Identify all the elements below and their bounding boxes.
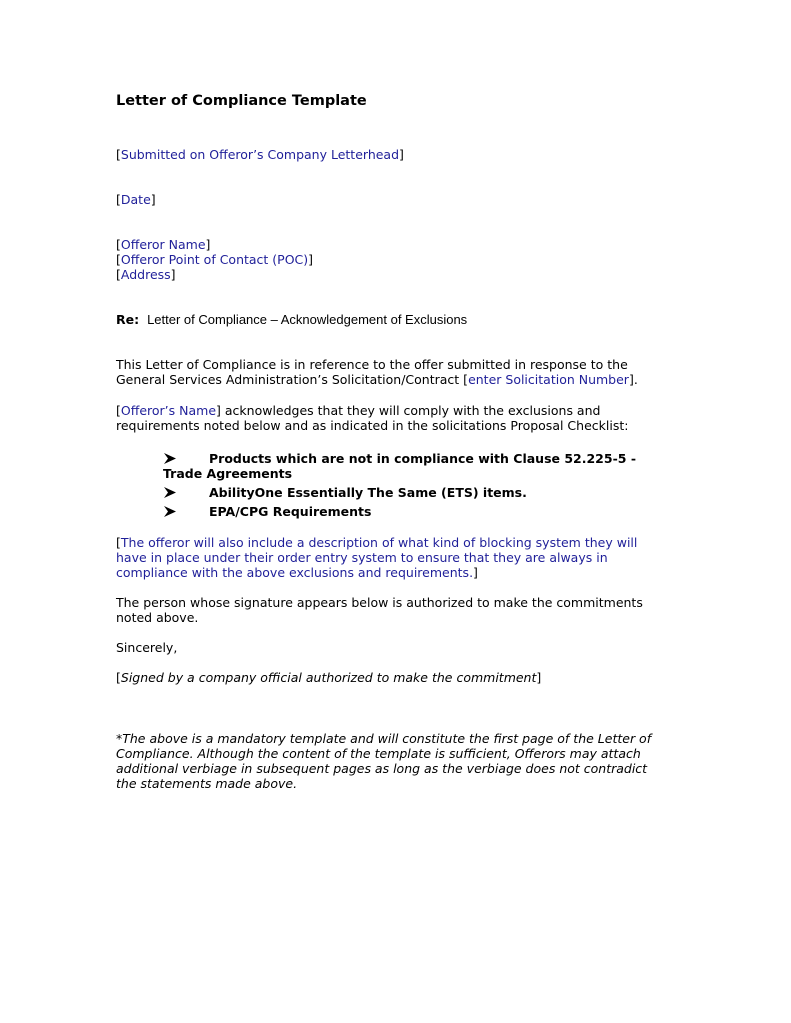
re-label: Re: bbox=[116, 312, 140, 327]
letterhead-placeholder: [Submitted on Offeror’s Company Letterhead] bbox=[116, 147, 404, 162]
offeror-name-inline-placeholder: Offeror’s Name bbox=[120, 403, 217, 418]
list-item: Products which are not in compliance with Clause 52.225-5 - Trade Agreements bbox=[163, 451, 637, 481]
arrowhead-bullet-icon bbox=[163, 504, 177, 519]
solicitation-number-placeholder: enter Solicitation Number bbox=[468, 372, 629, 387]
re-line bbox=[116, 312, 676, 327]
address-placeholder: [Address] bbox=[116, 267, 176, 282]
paragraph-acknowledgement: [Offeror’s Name] acknowledges that they will comply with the exclusions and requirements noted below and as indicated in the solicitations Proposal Checklist: bbox=[116, 403, 629, 433]
page-title: Letter of Compliance Template bbox=[116, 93, 367, 109]
re-subject: Letter of Compliance – Acknowledgement of Exclusions bbox=[147, 312, 468, 327]
arrowhead-bullet-icon bbox=[163, 451, 177, 466]
offeror-name-placeholder: [Offeror Name] bbox=[116, 237, 211, 252]
list-item: EPA/CPG Requirements bbox=[163, 504, 663, 519]
paragraph-reference: This Letter of Compliance is in reference to the offer submitted in response to the General Services Administration’s Solicitation/Contract [enter Solicitation Number]. bbox=[116, 357, 638, 387]
arrowhead-bullet-icon bbox=[163, 485, 177, 500]
footnote: *The above is a mandatory template and will constitute the first page of the Letter of Compliance. Although the content of the template is sufficient, Offerors may attach additional verbiage in subsequent pages as long as the verbiage does not contradict the statements made above. bbox=[116, 731, 652, 791]
paragraph-blocking-system: [The offeror will also include a description of what kind of blocking system they will have in place under their order entry system to ensure that they are always in compliance with the above exclusions and requirements.] bbox=[116, 535, 638, 580]
exclusions-list bbox=[163, 451, 663, 523]
letterhead-text: Submitted on Offeror’s Company Letterhead bbox=[120, 147, 400, 162]
list-item: AbilityOne Essentially The Same (ETS) items. bbox=[163, 485, 663, 500]
date-text: Date bbox=[120, 192, 151, 207]
offeror-poc-placeholder: [Offeror Point of Contact (POC)] bbox=[116, 252, 314, 267]
signature-text: Signed by a company official authorized to make the commitment bbox=[120, 670, 537, 685]
address-block bbox=[116, 237, 676, 282]
date-placeholder: [Date] bbox=[116, 192, 156, 207]
closing: Sincerely, bbox=[116, 640, 178, 655]
paragraph-authorization: The person whose signature appears below is authorized to make the commitments noted above. bbox=[116, 595, 643, 625]
signature-placeholder: [Signed by a company official authorized to make the commitment] bbox=[116, 670, 542, 685]
